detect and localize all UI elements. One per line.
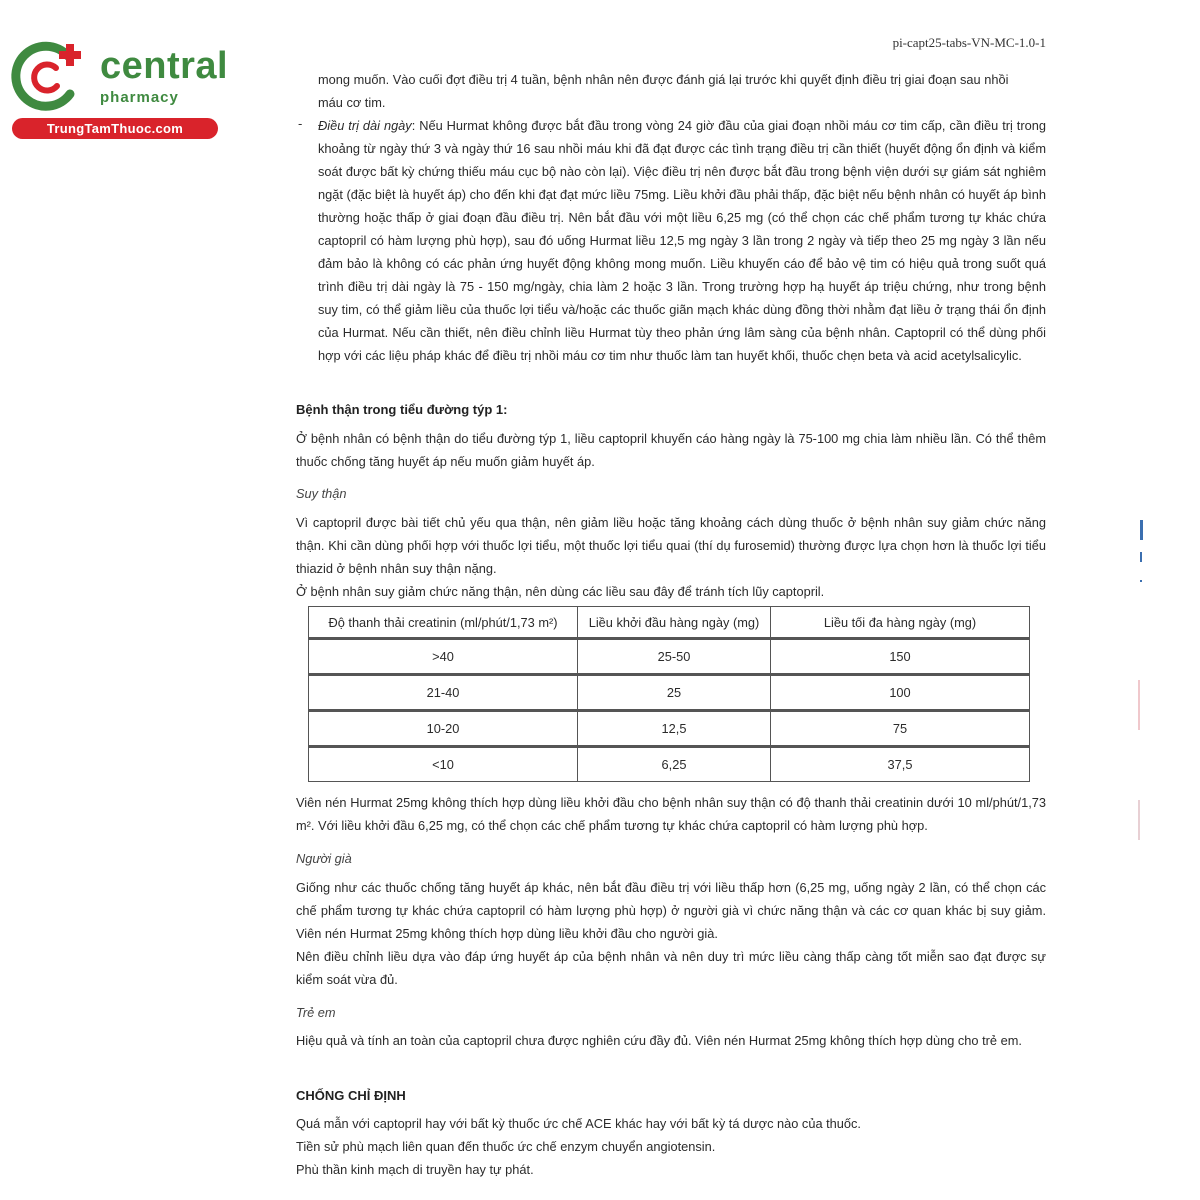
renal-dose-table <box>308 606 1030 782</box>
table-cell: 150 <box>771 639 1030 675</box>
logo-name: central <box>100 45 229 87</box>
table-cell: 25 <box>578 675 771 711</box>
elderly-subhead: Người già <box>296 851 352 866</box>
renal-text-2: Ở bệnh nhân suy giảm chức năng thận, nên dùng các liều sau đây để tránh tích lũy captopril. <box>296 584 825 599</box>
table-cell: 6,25 <box>578 747 771 782</box>
diabetic-nephropathy-text: Ở bệnh nhân có bệnh thận do tiểu đường týp 1, liều captopril khuyến cáo hàng ngày là 75-100 mg chia làm nhiều lần. Có thể thêm thuốc chống tăng huyết áp nếu muốn giảm huyết áp. <box>296 431 1046 469</box>
table-cell: >40 <box>309 639 578 675</box>
contraindication-item: Quá mẫn với captopril hay với bất kỳ thuốc ức chế ACE khác hay với bất kỳ tá dược nào của thuốc. <box>296 1116 861 1131</box>
long-term-text: : Nếu Hurmat không được bắt đầu trong vòng 24 giờ đầu của giai đoạn nhồi máu cơ tim cấp, cần điều trị trong khoảng từ ngày thứ 3 và ngày thứ 16 sau nhồi máu khi đã đạt được các tình trạng điều trị cần thiết (huyết động ổn định và kiểm soát được bất kỳ chứng thiếu máu cục bộ nào còn lại). Việc điều trị nên được bắt đầu trong bệnh viện dưới sự giám sát nghiêm ngặt (đặc biệt là huyết áp) cho đến khi đạt đạt mức liều 75mg. Liều khởi đầu phải thấp, đặc biệt nếu bệnh nhân có huyết áp bình thường hoặc thấp ở giai đoạn đầu điều trị. Nên bắt đầu với một liều 6,25 mg (có thể chọn các chế phẩm tương tự khác chứa captopril có hàm lượng phù hợp), sau đó uống Hurmat liều 12,5 mg ngày 3 lần trong 2 ngày và tiếp theo 25 mg ngày 3 lần nếu đảm bảo là không có các phản ứng huyết động không mong muốn. Liều khuyến cáo để bảo vệ tim có hiệu quả trong suốt quá trình điều trị dài ngày là 75 - 150 mg/ngày, chia làm 2 hoặc 3 lần. Trong trường hợp hạ huyết áp triệu chứng, như trong bệnh suy tim, có thể giảm liều của thuốc lợi tiểu và/hoặc các thuốc giãn mạch khác dùng đồng thời nhằm đạt liều ở trạng thái ổn định của Hurmat. Nếu cần thiết, nên điều chỉnh liều Hurmat tùy theo phản ứng lâm sàng của bệnh nhân. Captopril có thể dùng phối hợp với các liệu pháp khác để điều trị nhồi máu cơ tim như thuốc làm tan huyết khối, thuốc chẹn beta và acid acetylsalicylic. <box>318 118 1046 363</box>
table-cell: 100 <box>771 675 1030 711</box>
table-row <box>309 747 1030 782</box>
renal-insufficiency-subhead: Suy thận <box>296 486 347 501</box>
contraindication-item: Tiền sử phù mạch liên quan đến thuốc ức chế enzym chuyển angiotensin. <box>296 1139 716 1154</box>
continuation-line-2: máu cơ tim. <box>318 95 386 110</box>
renal-text-1: Vì captopril được bài tiết chủ yếu qua thận, nên giảm liều hoặc tăng khoảng cách dùng thuốc ở bệnh nhân suy giảm chức năng thận. Khi cần dùng phối hợp với thuốc lợi tiểu, một thuốc lợi tiểu quai (thí dụ furosemid) thường được lựa chọn hơn là thuốc lợi tiểu thiazid ở bệnh nhân suy thận nặng. <box>296 515 1046 576</box>
central-pharmacy-logo[interactable] <box>10 38 229 138</box>
bullet-dash: - <box>298 116 303 131</box>
elderly-text-2: Nên điều chỉnh liều dựa vào đáp ứng huyết áp của bệnh nhân và nên duy trì mức liều càng thấp càng tốt miễn sao đạt được sự kiểm soát vừa đủ. <box>296 949 1046 987</box>
table-cell: <10 <box>309 747 578 782</box>
table-cell: 25-50 <box>578 639 771 675</box>
table-row <box>309 711 1030 747</box>
children-subhead: Trẻ em <box>296 1005 336 1020</box>
pharmacy-cross-icon <box>10 38 92 118</box>
table-cell: 10-20 <box>309 711 578 747</box>
table-row <box>309 675 1030 711</box>
table-cell: 37,5 <box>771 747 1030 782</box>
logo-url: TrungTamThuoc.com <box>12 118 218 139</box>
table-header-cell: Liều khởi đầu hàng ngày (mg) <box>578 607 771 639</box>
children-text: Hiệu quả và tính an toàn của captopril chưa được nghiên cứu đầy đủ. Viên nén Hurmat 25mg không thích hợp dùng cho trẻ em. <box>296 1033 1022 1048</box>
table-header-row <box>309 607 1030 639</box>
table-cell: 75 <box>771 711 1030 747</box>
table-cell: 21-40 <box>309 675 578 711</box>
table-header-cell: Độ thanh thải creatinin (ml/phút/1,73 m²) <box>309 607 578 639</box>
elderly-text-1: Giống như các thuốc chống tăng huyết áp khác, nên bắt đầu điều trị với liều thấp hơn (6,25 mg, uống ngày 2 lần, có thể chọn các chế phẩm tương tự khác chứa captopril có hàm lượng phù hợp) ở người già vì chức năng thận và các cơ quan khác bị suy giảm. Viên nén Hurmat 25mg không thích hợp dùng liều khởi đầu cho người già. <box>296 880 1046 941</box>
document-code: pi-capt25-tabs-VN-MC-1.0-1 <box>892 35 1046 50</box>
table-row <box>309 639 1030 675</box>
table-header-cell: Liều tối đa hàng ngày (mg) <box>771 607 1030 639</box>
continuation-line-1: mong muốn. Vào cuối đợt điều trị 4 tuần, bệnh nhân nên được đánh giá lại trước khi quyết định điều trị giai đoạn sau nhồi <box>318 72 1009 87</box>
contraindication-item: Phù thần kinh mạch di truyền hay tự phát. <box>296 1162 534 1177</box>
contraindications-heading: CHỐNG CHỈ ĐỊNH <box>296 1088 406 1103</box>
long-term-label: Điều trị dài ngày <box>318 118 412 133</box>
logo-subtitle: pharmacy <box>100 89 179 106</box>
diabetic-nephropathy-heading: Bệnh thận trong tiểu đường týp 1: <box>296 402 508 417</box>
table-cell: 12,5 <box>578 711 771 747</box>
renal-after-table-text: Viên nén Hurmat 25mg không thích hợp dùng liều khởi đầu cho bệnh nhân suy thận có độ thanh thải creatinin dưới 10 ml/phút/1,73 m². Với liều khởi đầu 6,25 mg, có thể chọn các chế phẩm tương tự khác chứa captopril có hàm lượng phù hợp. <box>296 795 1046 833</box>
long-term-treatment-paragraph <box>318 114 1046 367</box>
